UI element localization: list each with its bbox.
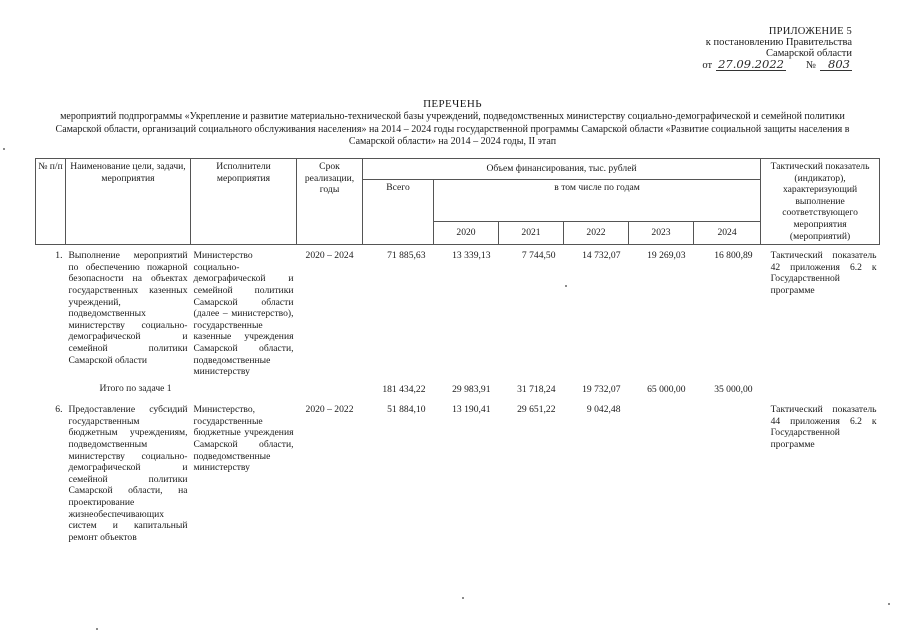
row-2024: 16 800,89 xyxy=(714,250,753,262)
date-prefix: от xyxy=(702,60,713,71)
total-2021: 31 718,24 xyxy=(517,383,556,395)
total-2022: 19 732,07 xyxy=(582,383,621,395)
header-funding: Объем финансирования, тыс. рублей xyxy=(363,159,761,180)
row-total: 51 884,10 xyxy=(387,404,426,416)
header-total: Всего xyxy=(363,180,434,245)
scan-speck xyxy=(462,597,464,599)
scan-speck xyxy=(565,285,567,287)
row-num: 6. xyxy=(55,404,63,416)
appendix-title: ПРИЛОЖЕНИЕ 5 xyxy=(768,26,852,37)
appendix-line-2: Самарской области xyxy=(766,48,852,59)
table-row-total xyxy=(36,381,880,399)
handwritten-number: 803 xyxy=(820,59,852,71)
row-executors: Министерство социально-демографической и семейной политики Самарской области (далее – министерство), государственные казенные учреждения Самарской области, подведомственные министерству xyxy=(193,250,294,378)
row-2023 xyxy=(629,398,694,546)
appendix-block xyxy=(620,26,852,71)
header-year-2024: 2024 xyxy=(694,222,761,245)
row-indicator: Тактический показатель 42 приложения 6.2 к Государственной программе xyxy=(770,250,877,296)
table-row xyxy=(36,245,880,381)
header-year-2023: 2023 xyxy=(629,222,694,245)
row-num: 1. xyxy=(55,250,63,262)
row-total: 71 885,63 xyxy=(387,250,426,262)
total-2023: 65 000,00 xyxy=(647,383,686,395)
header-year-2022: 2022 xyxy=(564,222,629,245)
total-2024: 35 000,00 xyxy=(714,383,753,395)
document-heading: ПЕРЕЧЕНЬ xyxy=(423,98,482,110)
header-executors: Исполнители мероприятия xyxy=(191,159,297,245)
document-subtitle: мероприятий подпрограммы «Укрепление и развитие материально-технической базы учреждений, подведомственных министерству социально-демографической и семейной политики Самарской области, организаций социального обслуживания населения» на 2014 – 2024 годы государственной программы Самарской области «Развитие социальной защиты населения в Самарской области» на 2014 – 2024 годы, II этап xyxy=(55,111,850,147)
header-year-2021: 2021 xyxy=(499,222,564,245)
number-prefix: № xyxy=(805,60,816,71)
row-executors: Министерство, государственные бюджетные учреждения Самарской области, подведомственные министерству xyxy=(193,404,294,474)
appendix-date-number xyxy=(620,59,852,71)
row-2020: 13 190,41 xyxy=(452,404,491,416)
header-num: № п/п xyxy=(36,159,66,245)
row-2021: 7 744,50 xyxy=(521,250,556,262)
handwritten-date: 27.09.2022 xyxy=(718,57,784,71)
row-2022: 9 042,48 xyxy=(586,404,621,416)
row-name: Предоставление субсидий государственным бюджетным учреждениям, подведомственным министерству социально-демографической и семейной политики Самарской области, на проектирование жизнеобеспечивающих систем и капитальный ремонт объектов xyxy=(68,404,188,543)
measures-table xyxy=(35,158,880,546)
total-sum: 181 434,22 xyxy=(382,383,426,395)
row-2020: 13 339,13 xyxy=(452,250,491,262)
row-name: Выполнение мероприятий по обеспечению пожарной безопасности на объектах государственных казенных учреждений, подведомственных министерству социально-демографической и семейной политики Самарской области xyxy=(68,250,188,366)
header-term: Срок реализации, годы xyxy=(297,159,363,245)
appendix-line-1: к постановлению Правительства xyxy=(705,37,852,48)
table-row xyxy=(36,398,880,546)
row-2024 xyxy=(694,398,761,546)
row-2022: 14 732,07 xyxy=(582,250,621,262)
header-indicator: Тактический показатель (индикатор), характеризующий выполнение соответствующего мероприятия (мероприятий) xyxy=(761,159,880,245)
header-by-years: в том числе по годам xyxy=(434,180,761,222)
total-label: Итого по задаче 1 xyxy=(99,382,172,394)
row-term: 2020 – 2024 xyxy=(305,250,354,262)
scan-speck xyxy=(96,628,98,630)
scan-speck xyxy=(888,603,890,605)
row-term: 2020 – 2022 xyxy=(305,404,354,416)
scan-speck xyxy=(3,148,5,150)
header-name: Наименование цели, задачи, мероприятия xyxy=(66,159,191,245)
total-2020: 29 983,91 xyxy=(452,383,491,395)
row-indicator: Тактический показатель 44 приложения 6.2 к Государственной программе xyxy=(770,404,877,451)
header-year-2020: 2020 xyxy=(434,222,499,245)
row-2023: 19 269,03 xyxy=(647,250,686,262)
row-2021: 29 651,22 xyxy=(517,404,556,416)
